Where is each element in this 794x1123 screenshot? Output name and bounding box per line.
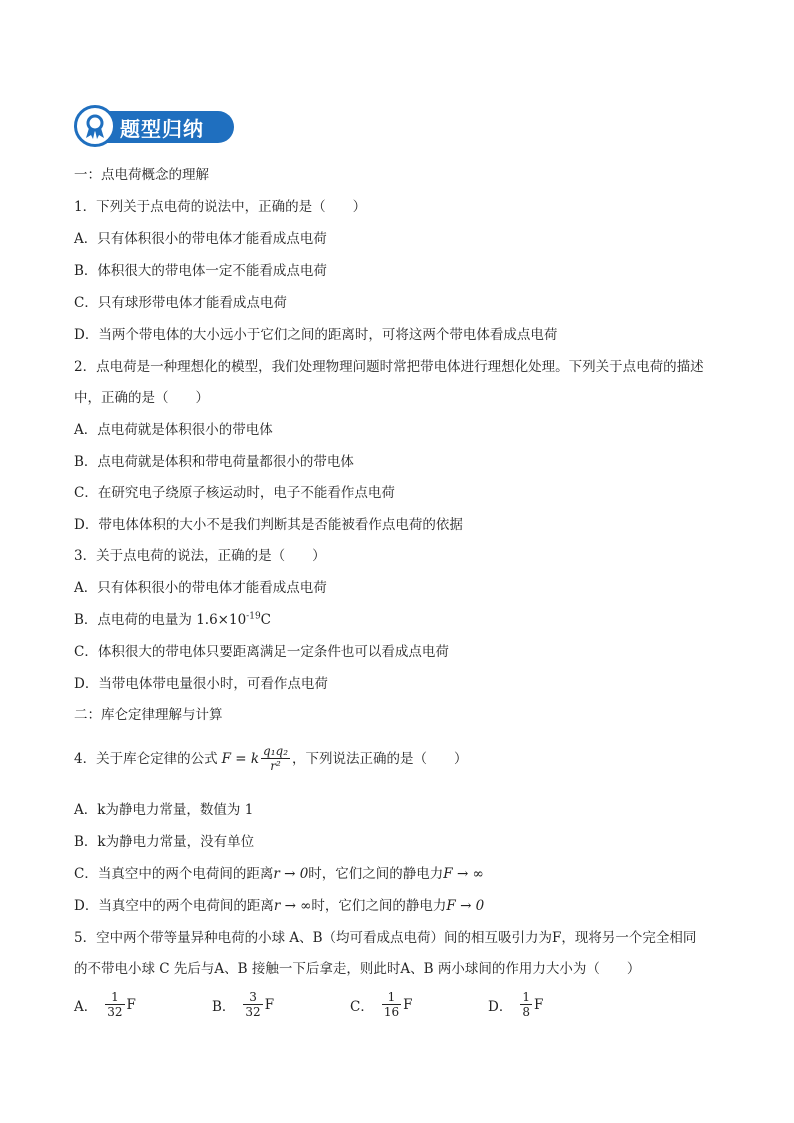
question-1-option-c: C．只有球形带电体才能看成点电荷 [74, 295, 287, 311]
question-1-stem: 1．下列关于点电荷的说法中，正确的是（ ） [74, 199, 367, 215]
question-3-option-b [74, 611, 271, 629]
question-3-option-d: D．当带电体带电量很小时，可看作点电荷 [74, 676, 328, 692]
option-letter: C． [350, 998, 374, 1015]
option-unit: F [403, 996, 413, 1013]
question-3-option-c: C．体积很大的带电体只要距离满足一定条件也可以看成点电荷 [74, 644, 449, 660]
question-2-option-b: B．点电荷就是体积和带电荷量都很小的带电体 [74, 454, 354, 470]
fraction-numerator: 1 [111, 990, 119, 1004]
fraction-denominator: 32 [245, 1005, 261, 1019]
option-unit: F [533, 996, 544, 1013]
question-5-stem-line-1: 5．空中两个带等量异种电荷的小球 A、B（均可看成点电荷）间的相互吸引力为F，现将另一个完全相同 [74, 930, 697, 946]
fraction-numerator: 1 [522, 990, 530, 1004]
question-4-option-a: A．k为静电力常量，数值为 1 [74, 802, 254, 818]
question-4-stem [74, 744, 468, 773]
option-fraction [243, 990, 262, 1019]
banner-title: 题型归纳 [120, 117, 204, 141]
section-banner [74, 105, 234, 147]
formula-lhs: F = k [221, 750, 260, 767]
question-2-option-d: D．带电体体积的大小不是我们判断其是否能被看作点电荷的依据 [74, 517, 463, 533]
question-2-stem-line-1: 2．点电荷是一种理想化的模型，我们处理物理问题时常把带电体进行理想化处理。下列关于点电荷的描述 [74, 359, 704, 375]
question-5-option-d [488, 990, 543, 1019]
option-letter: B． [212, 998, 236, 1015]
exponent: -19 [246, 611, 261, 622]
option-d-text-1: D．当真空中的两个电荷间的距离 [74, 898, 274, 914]
unit: C [260, 612, 272, 628]
question-4-stem-suffix: ，下列说法正确的是（ ） [292, 750, 468, 767]
question-2-stem-line-2: 中，正确的是（ ） [74, 390, 209, 406]
question-4-option-b: B．k为静电力常量，没有单位 [74, 834, 255, 850]
option-d-text-2: 时，它们之间的静电力 [311, 898, 447, 914]
question-1-option-d: D．当两个带电体的大小远小于它们之间的距离时，可将这两个带电体看成点电荷 [74, 327, 558, 343]
fraction-denominator: 16 [383, 1005, 400, 1019]
option-unit: F [264, 996, 275, 1013]
option-fraction [520, 990, 532, 1019]
option-c-text-2: 时，它们之间的静电力 [308, 866, 444, 882]
math-expression: r → ∞ [273, 898, 312, 914]
formula-numerator: q₁q₂ [263, 744, 289, 758]
award-ribbon-icon [74, 105, 116, 147]
option-letter: D． [488, 998, 513, 1015]
question-1-option-b: B．体积很大的带电体一定不能看成点电荷 [74, 263, 327, 279]
question-5-stem-line-2: 的不带电小球 C 先后与A、B 接触一下后拿走，则此时A、B 两小球间的作用力大小为（ ） [74, 961, 641, 977]
question-5-option-b [212, 990, 274, 1019]
question-3-stem: 3．关于点电荷的说法，正确的是（ ） [74, 548, 326, 564]
question-5-option-a [74, 990, 136, 1019]
question-3-option-a: A．只有体积很小的带电体才能看成点电荷 [74, 580, 327, 596]
option-unit: F [126, 996, 136, 1013]
option-letter: A． [74, 998, 98, 1015]
question-2-option-c: C．在研究电子绕原子核运动时，电子不能看作点电荷 [74, 485, 395, 501]
fraction-numerator: 1 [387, 990, 396, 1004]
section-heading-2: 二：库仑定律理解与计算 [74, 707, 223, 723]
question-4-option-c [74, 865, 484, 883]
section-heading-1: 一：点电荷概念的理解 [74, 167, 209, 183]
fraction-denominator: 8 [522, 1005, 530, 1019]
question-4-option-d [74, 897, 484, 915]
question-2-option-a: A．点电荷就是体积很小的带电体 [74, 422, 273, 438]
formula-fraction [261, 744, 290, 773]
option-b-text: B．点电荷的电量为 1.6×10 [74, 612, 247, 628]
math-expression: F → ∞ [443, 866, 484, 882]
fraction-numerator: 3 [249, 990, 257, 1004]
option-c-text-1: C．当真空中的两个电荷间的距离 [74, 866, 274, 882]
question-4-stem-prefix: 4．关于库仑定律的公式 [74, 750, 218, 767]
question-5-option-c [350, 990, 413, 1019]
math-expression: r → 0 [273, 866, 309, 882]
formula-denominator: r² [270, 759, 281, 773]
option-fraction [105, 990, 124, 1019]
question-1-option-a: A．只有体积很小的带电体才能看成点电荷 [74, 231, 327, 247]
option-fraction [382, 990, 401, 1019]
fraction-denominator: 32 [107, 1005, 123, 1019]
math-expression: F → 0 [446, 898, 485, 914]
